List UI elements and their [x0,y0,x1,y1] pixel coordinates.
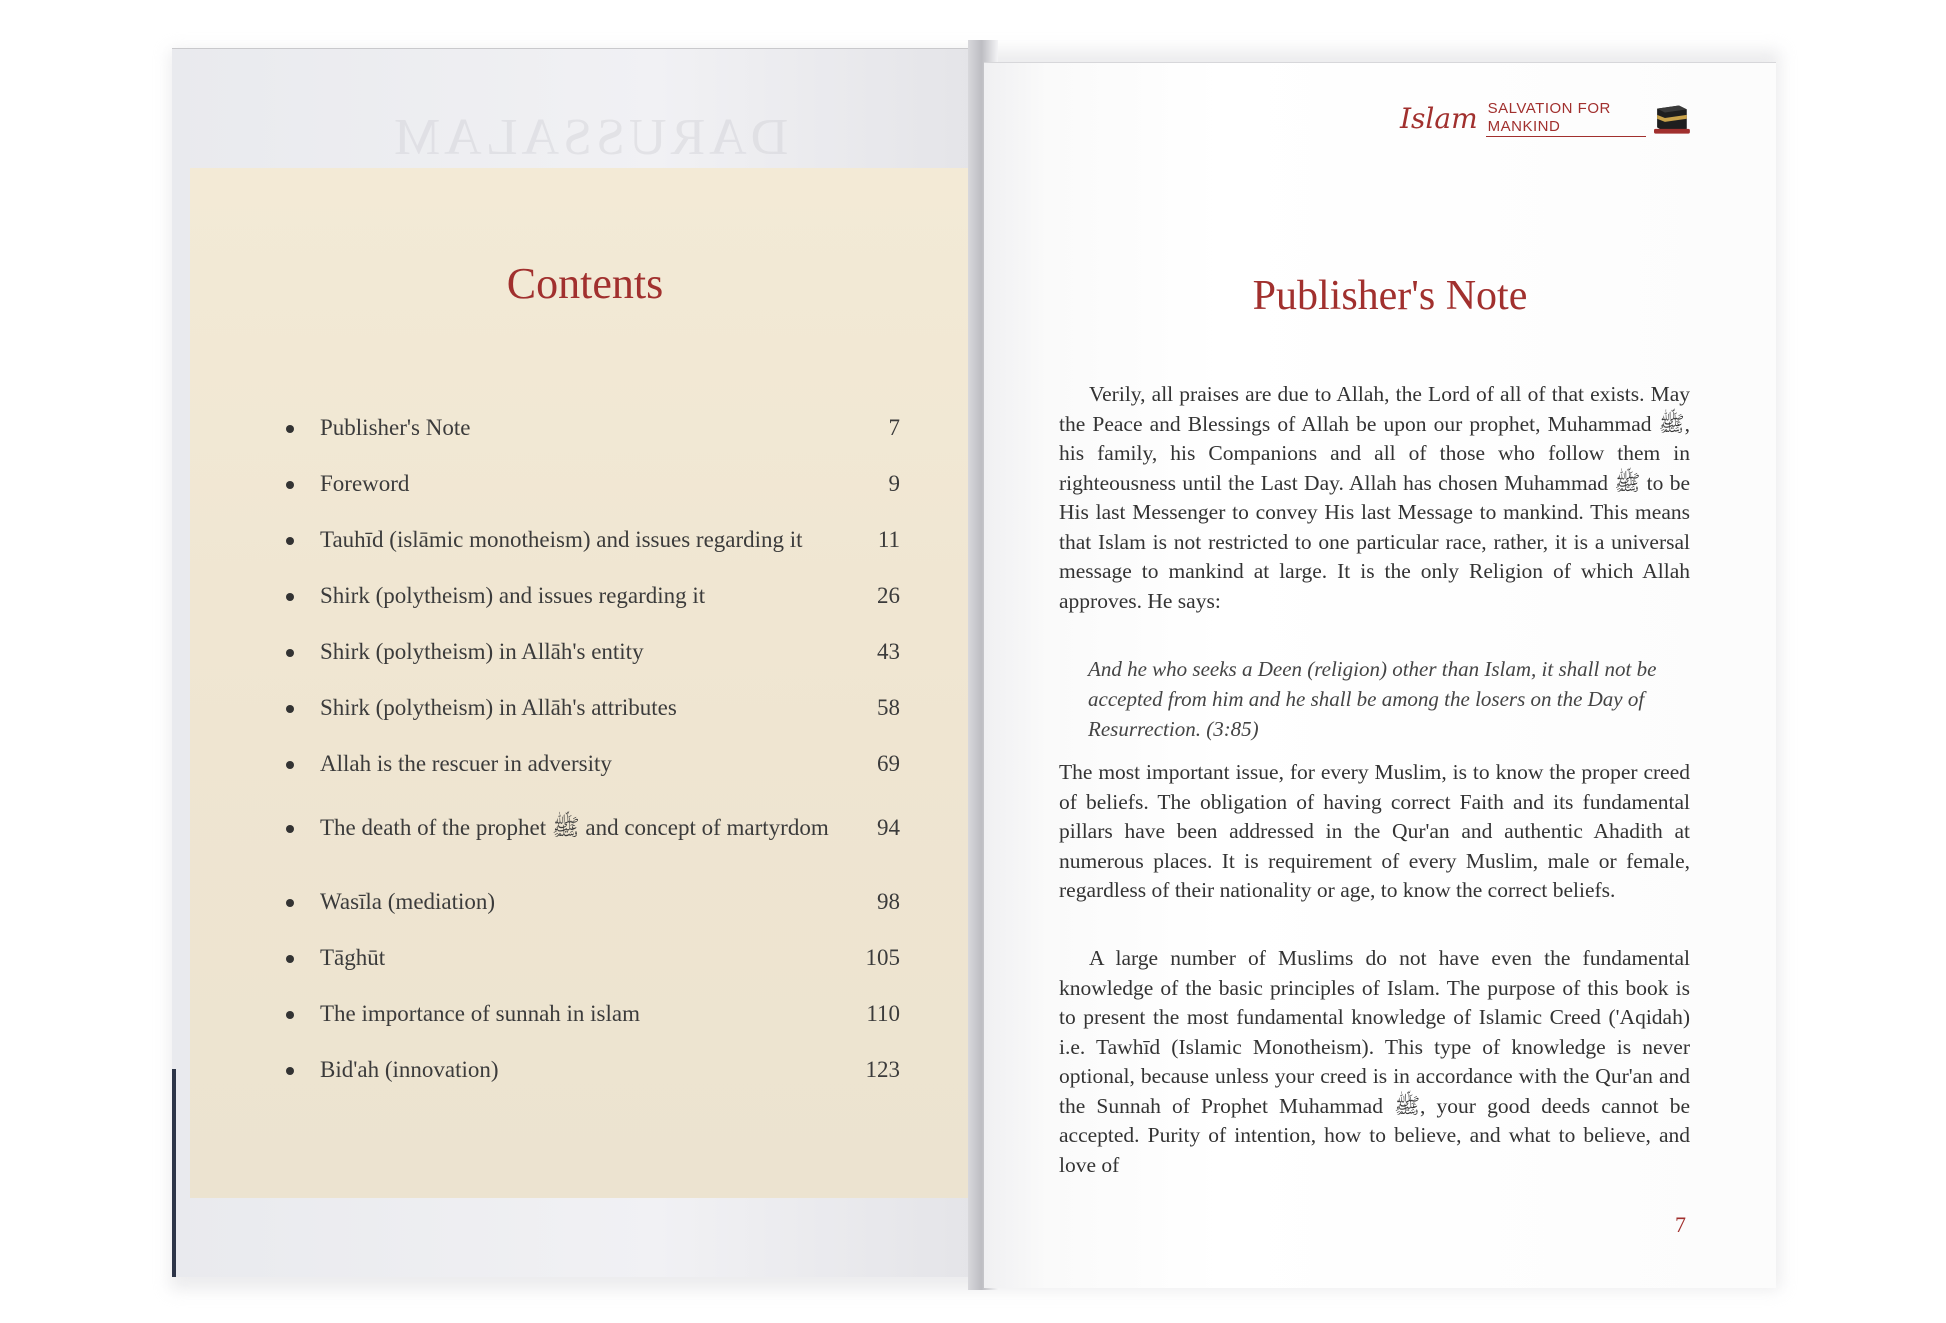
toc-item-title: Publisher's Note [320,415,471,440]
toc-item-page: 123 [865,1057,900,1082]
paragraph-2: The most important issue, for every Muslim, is to know the proper creed of beliefs. The obligation of having correct Faith and its fundamental pillars have been addressed in the Qur'an and authentic Ahadith at numerous places. It is requirement of every Muslim, male or female, regardless of their nationality or age, to know the correct beliefs. [1059,760,1690,902]
paragraph-3: A large number of Muslims do not have even the fundamental knowledge of the basic principles of Islam. The purpose of this book is to present the most fundamental knowledge of Islamic Creed ('Aqidah) i.e. Tawhīd (Islamic Monotheism). This type of knowledge is never optional, because unless your creed is in accordance with the Qur'an and the Sunnah of Prophet Muhammad ﷺ, your good deeds cannot be accepted. Purity of intention, how to believe, and what to believe, and love of [1059,946,1690,1177]
toc-item-page: 11 [877,527,900,552]
toc-item [278,810,900,846]
paragraph-1: Verily, all praises are due to Allah, the Lord of all of that exists. May the Peace and Blessings of Allah be upon our prophet, Muhammad ﷺ, his family, his Companions and all of those who follow them in righteousness until the Last Day. Allah has chosen Muhammad ﷺ to be His last Messenger to convey His last Message to mankind. This means that Islam is not restricted to one particular race, rather, it is a universal message to mankind at large. It is the only Religion of which Allah approves. He says: [1059,382,1690,613]
contents-title: Contents [506,259,664,308]
toc-item [278,522,900,558]
toc-item-title: The importance of sunnah in islam [320,1001,641,1026]
toc-item [278,466,900,502]
toc-item-page: 43 [877,639,900,664]
page-number: 7 [1675,1212,1686,1237]
toc-item [278,690,900,726]
toc-item-title: Shirk (polytheism) in Allāh's attributes [320,695,677,720]
toc-item-page: 110 [866,1001,900,1026]
toc-item [278,578,900,614]
toc-item-page: 58 [877,695,900,720]
toc-item-title: Tāghūt [320,945,386,970]
running-head-caps: SALVATION FOR MANKIND [1486,100,1646,137]
toc-item-title: Shirk (polytheism) and issues regarding it [320,583,706,608]
toc-item-page: 94 [877,815,900,840]
toc-item-title: Tauhīd (islāmic monotheism) and issues regarding it [320,527,803,552]
toc-item-title: The death of the prophet ﷺ and concept of martyrdom [320,815,829,840]
kaaba-icon [1654,98,1690,138]
publishers-note-title: Publisher's Note [1252,273,1528,319]
toc-item-page: 9 [888,471,900,496]
toc-item [278,410,900,446]
toc-item [278,884,900,920]
toc-item-title: Foreword [320,471,410,496]
toc-item [278,996,900,1032]
quran-quote: And he who seeks a Deen (religion) other than Islam, it shall not be accepted from him and he shall be among the losers on the Day of Resurrection. (3:85) [1088,657,1657,741]
toc-item [278,634,900,670]
toc-item-title: Wasīla (mediation) [320,889,496,914]
toc-item-page: 98 [877,889,900,914]
running-head [1400,98,1690,138]
table-of-contents [278,410,900,1088]
toc-item-title: Allah is the rescuer in adversity [320,751,612,776]
toc-item-page: 69 [877,751,900,776]
toc-item-page: 7 [888,415,900,440]
running-head-script: Islam [1400,101,1478,135]
toc-item [278,940,900,976]
toc-item [278,1052,900,1088]
show-through-text: DARUSSALAM [390,109,789,166]
toc-item-title: Bid'ah (innovation) [320,1057,499,1082]
toc-item-page: 105 [865,945,900,970]
toc-item-title: Shirk (polytheism) in Allāh's entity [320,639,644,664]
toc-item [278,746,900,782]
toc-item-page: 26 [877,583,900,608]
